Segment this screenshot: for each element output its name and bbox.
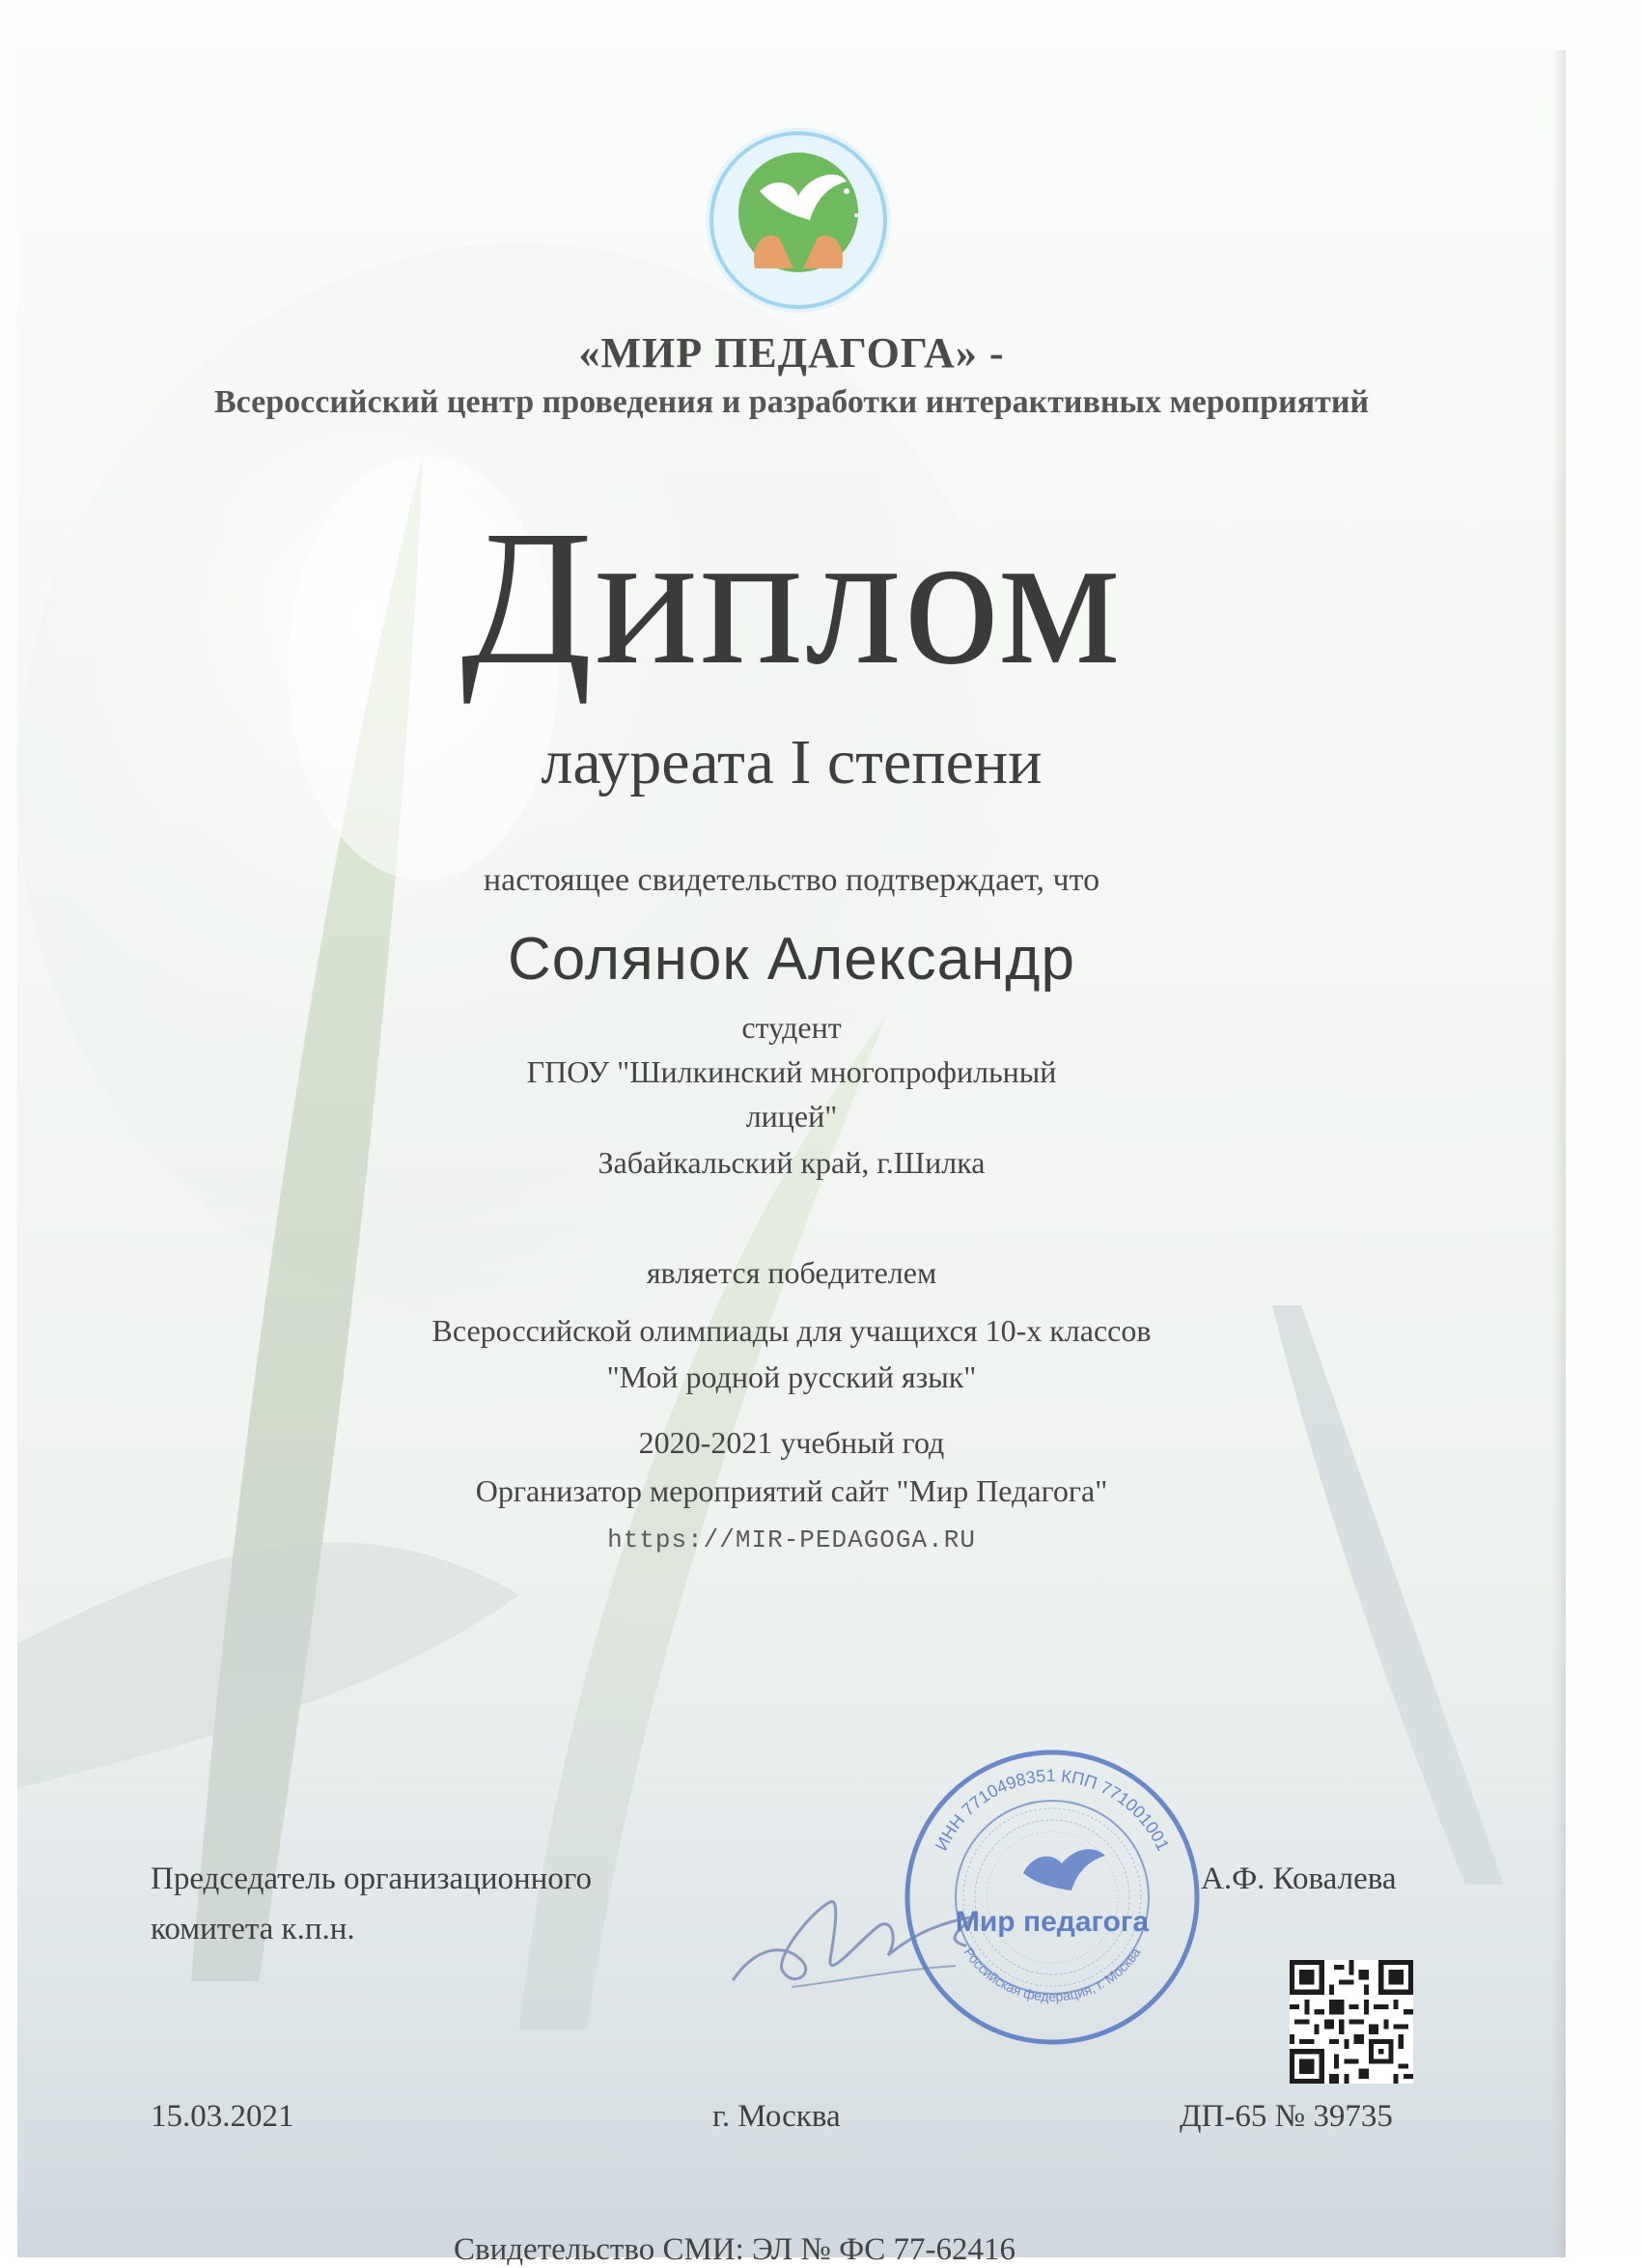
- handwritten-signature: [724, 1873, 1014, 2008]
- issue-date: 15.03.2021: [151, 2099, 294, 2134]
- dove-globe-hands-logo-icon: [702, 124, 895, 317]
- website-url: https://MIR-PEDAGOGA.RU: [607, 1526, 976, 1554]
- qr-code-icon: [1290, 1960, 1413, 2084]
- academic-year: 2020-2021 учебный год: [638, 1425, 945, 1460]
- winner-text: является победителем: [646, 1255, 937, 1290]
- stamp-top-text: ИНН 7710498351 КПП 771001001: [931, 1765, 1174, 1854]
- media-registration: Свидетельство СМИ: ЭЛ № ФС 77-62416: [454, 2232, 1015, 2267]
- signer-name: А.Ф. Ковалева: [1201, 1862, 1397, 1896]
- chair-title-line-1: Председатель организационного: [151, 1862, 593, 1896]
- stamp-bottom-text: Российская федерация, г. Москва: [960, 1945, 1144, 2004]
- diploma-title: Диплом: [460, 491, 1123, 705]
- stamp-center-text: Мир педагога: [955, 1906, 1150, 1938]
- chair-title-line-2: комитета к.п.н.: [151, 1912, 355, 1946]
- organization-subtitle: Всероссийский центр проведения и разработки интерактивных мероприятий: [213, 384, 1370, 420]
- event-line-1: Всероссийской олимпиады для учащихся 10-х классов: [431, 1313, 1152, 1348]
- diploma-number: ДП-65 № 39735: [1180, 2099, 1393, 2134]
- recipient-status: студент: [741, 1010, 842, 1045]
- event-line-2: "Мой родной русский язык": [606, 1359, 977, 1394]
- region: Забайкальский край, г.Шилка: [598, 1145, 986, 1180]
- institution-line-2: лицей": [745, 1099, 838, 1134]
- organization-title: «МИР ПЕДАГОГА» -: [578, 329, 1005, 377]
- institution-line-1: ГПОУ "Шилкинский многопрофильный: [526, 1054, 1057, 1089]
- recipient-name: Солянок Александр: [508, 926, 1075, 993]
- diploma-degree: лауреата I степени: [541, 727, 1043, 798]
- confirm-text: настоящее свидетельство подтверждает, что: [483, 862, 1100, 898]
- issue-city: г. Москва: [712, 2099, 841, 2134]
- organizer-text: Организатор мероприятий сайт "Мир Педагога": [475, 1473, 1108, 1508]
